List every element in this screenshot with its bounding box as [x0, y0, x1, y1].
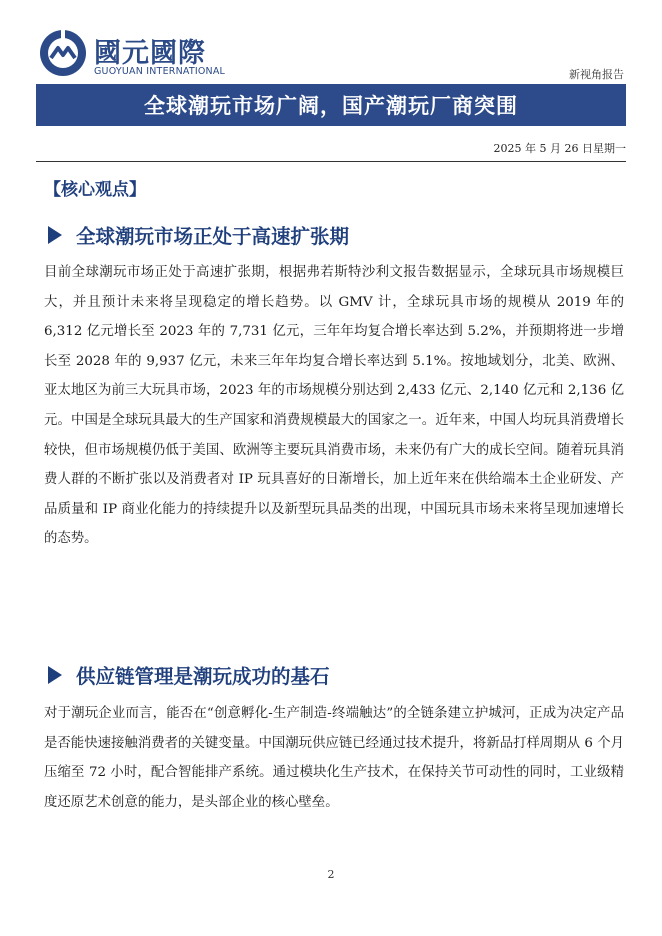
section-title: 供应链管理是潮玩成功的基石: [76, 665, 330, 688]
section-body-2: 对于潮玩企业而言，能否在“创意孵化-生产制造-终端触达”的全链条建立护城河，正成为决定产品是否能快速接触消费者的关键变量。中国潮玩供应链已经通过技术提升，将新品打样周期从 6 个月压缩至 72 小时，配合智能排产系统。通过模块化生产技术，在保持关节可动性的同时，工业级精度还原艺术创意的能力，是头部企业的核心壁垒。: [44, 706, 624, 810]
section-body-1: 目前全球潮玩市场正处于高速扩张期，根据弗若斯特沙利文报告数据显示，全球玩具市场规模巨大，并且预计未来将呈现稳定的增长趋势。以 GMV 计，全球玩具市场的规模从 2019 年的 6,312 亿元增长至 2023 年的 7,731 亿元，三年年均复合增长率达到 5.2%，并预期将进一步增长至 2028 年的 9,937 亿元，未来三年年均复合增长率达到 5.1%。按地域划分，北美、欧洲、亚太地区为前三大玩具市场，2023 年的市场规模分别达到 2,433 亿元、2,140 亿元和 2,136 亿元。中国是全球玩具最大的生产国家和消费规模最大的国家之一。近年来，中国人均玩具消费增长较快，但市场规模仍低于美国、欧洲等主要玩具消费市场，未来仍有广大的成长空间。随着玩具消费人群的不断扩张以及消费者对 IP 玩具喜好的日渐增长，加上近年来在供给端本土企业研发、产品质量和 IP 商业化能力的持续提升以及新型玩具品类的出现，中国玩具市场未来将呈现加速增长的态势。: [44, 265, 624, 547]
arrow-bullet-icon: [48, 666, 62, 684]
logo-english-name: GUOYUAN INTERNATIONAL: [94, 66, 226, 77]
guoyuan-logo-icon: [38, 28, 88, 78]
report-type-label: 新视角报告: [569, 68, 624, 81]
section-heading-1: [48, 221, 349, 249]
report-date: 2025 年 5 月 26 日星期一: [493, 142, 626, 155]
report-title: 全球潮玩市场广阔，国产潮玩厂商突围: [144, 94, 518, 118]
section-title: 全球潮玩市场正处于高速扩张期: [76, 225, 350, 248]
page-number: 2: [327, 868, 335, 881]
core-viewpoints-heading: 【核心观点】: [44, 180, 146, 200]
logo-chinese-name: 國元國際: [94, 38, 206, 69]
arrow-bullet-icon: [48, 226, 62, 244]
title-banner: [36, 84, 626, 126]
header-divider: [36, 161, 626, 162]
company-logo: [38, 28, 238, 80]
section-heading-2: [48, 661, 330, 689]
